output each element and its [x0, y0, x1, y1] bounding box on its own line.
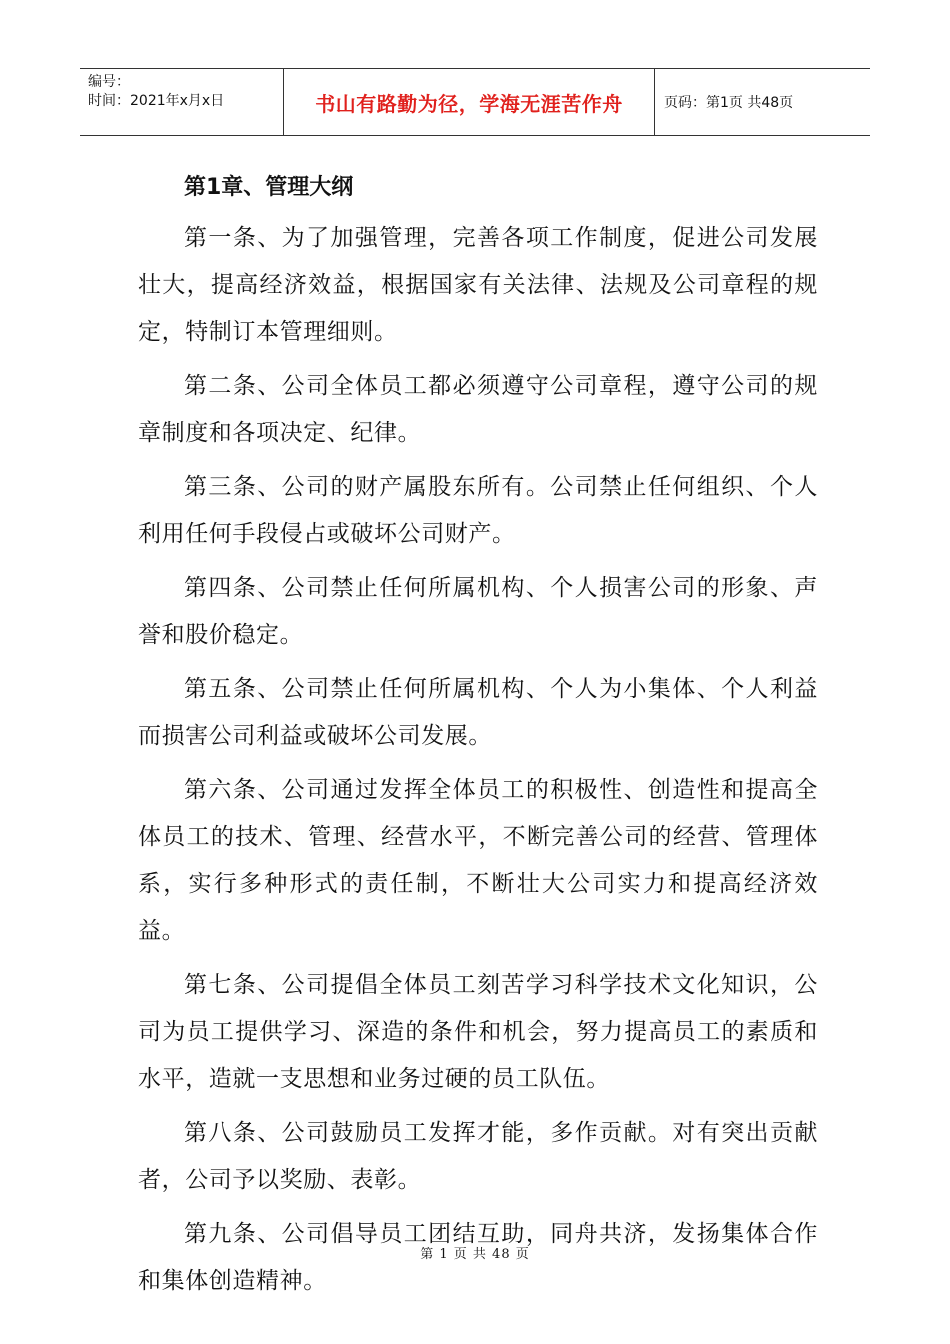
- header-meta-cell: [80, 69, 283, 135]
- article-paragraph: 第九条、公司倡导员工团结互助，同舟共济，发扬集体合作和集体创造精神。: [138, 1221, 818, 1294]
- chapter-title: 第1章、管理大纲: [184, 175, 354, 200]
- header-motto: 书山有路勤为径，学海无涯苦作舟: [315, 91, 623, 116]
- page-footer: 第 1 页 共 48 页: [420, 1247, 530, 1262]
- article-paragraph: 第三条、公司的财产属股东所有。公司禁止任何组织、个人利用任何手段侵占或破坏公司财产。: [138, 474, 818, 547]
- article-paragraph: 第六条、公司通过发挥全体员工的积极性、创造性和提高全体员工的技术、管理、经营水平，不断完善公司的经营、管理体系，实行多种形式的责任制，不断壮大公司实力和提高经济效益。: [138, 777, 818, 944]
- page-header: [80, 68, 870, 136]
- article-paragraph: 第四条、公司禁止任何所属机构、个人损害公司的形象、声誉和股价稳定。: [138, 575, 818, 648]
- document-body: [138, 168, 818, 1312]
- article-paragraph: 第五条、公司禁止任何所属机构、个人为小集体、个人利益而损害公司利益或破坏公司发展。: [138, 676, 818, 749]
- article-paragraph: 第二条、公司全体员工都必须遵守公司章程，遵守公司的规章制度和各项决定、纪律。: [138, 373, 818, 446]
- article-paragraph: 第八条、公司鼓励员工发挥才能，多作贡献。对有突出贡献者，公司予以奖励、表彰。: [138, 1120, 818, 1193]
- header-motto-cell: [283, 69, 655, 135]
- document-date-label: 时间：2021年x月x日: [88, 93, 225, 109]
- document-number-label: 编号：: [88, 74, 130, 90]
- article-paragraph: 第七条、公司提倡全体员工刻苦学习科学技术文化知识，公司为员工提供学习、深造的条件和机会，努力提高员工的素质和水平，造就一支思想和业务过硬的员工队伍。: [138, 972, 818, 1092]
- header-page-info: 页码：第1页 共48页: [664, 95, 794, 111]
- article-paragraph: 第一条、为了加强管理，完善各项工作制度，促进公司发展壮大，提高经济效益，根据国家有关法律、法规及公司章程的规定，特制订本管理细则。: [138, 225, 818, 345]
- header-page-cell: [655, 69, 870, 135]
